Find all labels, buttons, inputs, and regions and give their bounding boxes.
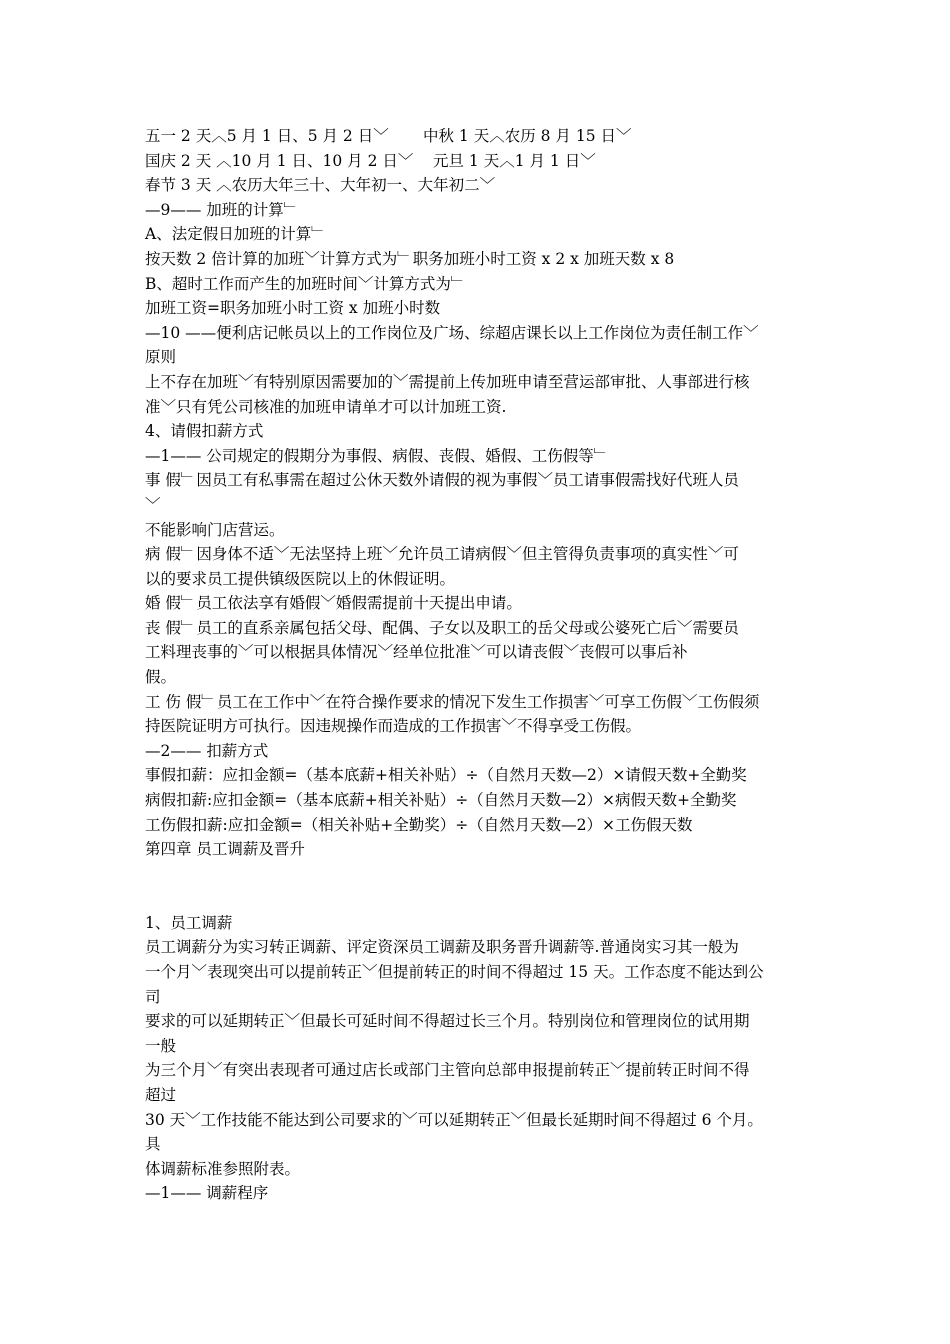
formula-line: 病假扣薪:应扣金额=（基本底薪+相关补贴）÷（自然月天数—2）×病假天数+全勤奖 — [145, 791, 737, 810]
text-line: 事 假﹂因员工有私事需在超过公休天数外请假的视为事假﹀员工请事假需找好代班人员 — [145, 471, 739, 490]
text-line: —10 ——便利店记帐员以上的工作岗位及广场、综超店课长以上工作岗位为责任制工作﹀ — [145, 323, 759, 342]
text-line: 假。 — [145, 668, 177, 687]
text-line: 按天数 2 倍计算的加班﹀计算方式为﹂职务加班小时工资 x 2 x 加班天数 x 8 — [145, 249, 675, 268]
text-line: 病 假﹂因身体不适﹀无法坚持上班﹀允许员工请病假﹀但主管得负责事项的真实性﹀可 — [145, 545, 739, 564]
text-line: 具 — [145, 1135, 161, 1154]
text-line: 为三个月﹀有突出表现者可通过店长或部门主管向总部申报提前转正﹀提前转正时间不得 — [145, 1061, 750, 1080]
formula-line: 事假扣薪：应扣金额=（基本底薪+相关补贴）÷（自然月天数—2）×请假天数+全勤奖 — [145, 766, 747, 785]
section-heading: 1、员工调薪 — [145, 913, 233, 932]
text-line: 加班工资=职务加班小时工资 x 加班小时数 — [145, 299, 441, 318]
section-heading: 4、请假扣薪方式 — [145, 422, 264, 441]
text-line: B、超时工作而产生的加班时间﹀计算方式为﹂ — [145, 274, 467, 293]
text-line: 原则 — [145, 348, 177, 367]
holiday-national-day: 国庆 2 天 ︿10 月 1 日、10 月 2 日﹀ — [145, 151, 414, 170]
text-line: —1—— 调薪程序 — [145, 1184, 269, 1203]
text-line: 超过 — [145, 1085, 177, 1104]
section-salary-adjustment — [145, 911, 810, 1206]
holiday-row-2 — [145, 149, 810, 174]
holiday-row-1 — [145, 124, 810, 149]
text-line: 丧 假﹂员工的直系亲属包括父母、配偶、子女以及职工的岳父母或公婆死亡后﹀需要员 — [145, 618, 739, 637]
text-line: 体调薪标准参照附表。 — [145, 1159, 301, 1178]
holiday-spring-festival: 春节 3 天 ︿农历大年三十、大年初一、大年初二﹀ — [145, 176, 496, 195]
text-line: 要求的可以延期转正﹀但最长可延时间不得超过长三个月。特别岗位和管理岗位的试用期 — [145, 1012, 750, 1031]
text-line: 司 — [145, 987, 161, 1006]
holiday-new-year: 元旦 1 天︿1 月 1 日﹀ — [433, 151, 596, 170]
text-line: 上不存在加班﹀有特别原因需要加的﹀需提前上传加班申请至营运部审批、人事部进行核 — [145, 372, 750, 391]
text-line: 婚 假﹂员工依法享有婚假﹀婚假需提前十天提出申请。 — [145, 594, 522, 613]
text-line: 30 天﹀工作技能不能达到公司要求的﹀可以延期转正﹀但最长延期时间不得超过 6 个月。 — [145, 1110, 763, 1129]
section-overtime-and-leave — [145, 198, 810, 862]
text-line: 一个月﹀表现突出可以提前转正﹀但提前转正的时间不得超过 15 天。工作态度不能达到公 — [145, 963, 764, 981]
holiday-mid-autumn: 中秋 1 天︿农历 8 月 15 日﹀ — [423, 127, 632, 145]
holiday-may-day: 五一 2 天︿5 月 1 日、5 月 2 日﹀ — [145, 127, 389, 145]
text-line: 准﹀只有凭公司核准的加班申请单才可以计加班工资. — [145, 397, 507, 416]
chapter-heading: 第四章 员工调薪及晋升 — [145, 840, 305, 859]
text-line: —1—— 公司规定的假期分为事假、病假、丧假、婚假、工伤假等﹂ — [145, 446, 610, 465]
text-line: 持医院证明方可执行。因违规操作而造成的工作损害﹀不得享受工伤假。 — [145, 717, 642, 736]
text-line: —9—— 加班的计算﹂ — [145, 200, 300, 219]
text-line: ﹀ — [145, 495, 161, 514]
formula-line: 工伤假扣薪:应扣金额=（相关补贴+全勤奖）÷（自然月天数—2）×工伤假天数 — [145, 815, 693, 834]
document-body — [145, 124, 810, 1206]
text-line: 不能影响门店营运。 — [145, 520, 285, 539]
text-line: 工 伤 假﹂员工在工作中﹀在符合操作要求的情况下发生工作损害﹀可享工伤假﹀工伤假须 — [145, 692, 760, 711]
paragraph-gap — [145, 862, 810, 911]
text-line: A、法定假日加班的计算﹂ — [145, 225, 327, 244]
text-line: 工料理丧事的﹀可以根据具体情况﹀经单位批准﹀可以请丧假﹀丧假可以事后补 — [145, 643, 688, 662]
text-line: 以的要求员工提供镇级医院以上的休假证明。 — [145, 569, 456, 588]
text-line: —2—— 扣薪方式 — [145, 741, 269, 760]
text-line: 员工调薪分为实习转正调薪、评定资深员工调薪及职务晋升调薪等.普通岗实习其一般为 — [145, 938, 739, 957]
text-line: 一般 — [145, 1036, 177, 1055]
